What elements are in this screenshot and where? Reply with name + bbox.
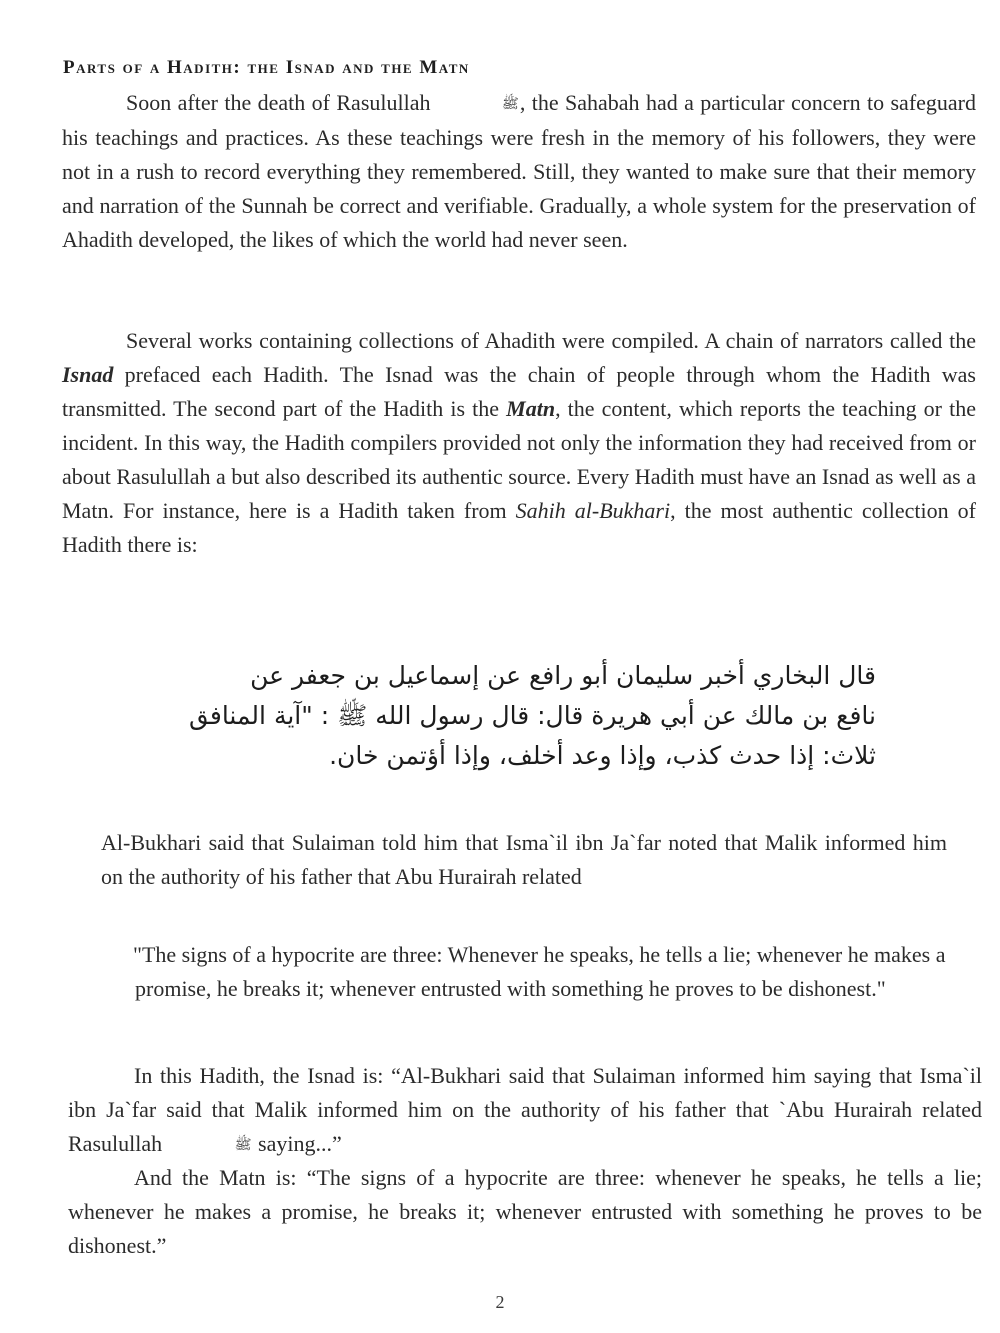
paragraph-matn-explained: And the Matn is: “The signs of a hypocrite are three: whenever he speaks, he tells a lie; whenever he makes a promise, he breaks it; whenever entrusted with something he proves to be dishonest.” <box>68 1165 982 1258</box>
source-title: Sahih al-Bukhari <box>515 498 671 523</box>
term-matn: Matn <box>506 396 556 421</box>
honorific-icon: ﷺ <box>501 96 519 112</box>
paragraph-intro-text-b: , the Sahabah had a particular concern to safeguard his teachings and practices. As these teachings were fresh in the memory of his followers, they were not in a rush to record everything they remembered. Still, they wanted to make sure that their memory and narration of the Sunnah be correct and verifiable. Gradually, a whole system for the preservation of Ahadith developed, the likes of which the world had never seen. <box>62 90 977 252</box>
paragraph-intro-text-a: Soon after the death of Rasulullah <box>126 90 431 115</box>
section-heading: Parts of a Hadith: the Isnad and the Matn <box>63 57 470 78</box>
paragraph-collections-text-3: , the content, which reports the teaching or the incident. In this way, the Hadith compilers provided not only the information they had received from or about Rasulullah a but also described its authentic source. Every Hadith must have an Isnad as well as a Matn. For instance, here is a Hadith taken from <box>62 396 976 523</box>
page-number: 2 <box>495 1292 505 1312</box>
paragraph-collections <box>62 324 976 562</box>
arabic-line: ثلاث: إذا حدث كذب، وإذا وعد أخلف، وإذا أؤتمن خان. <box>329 741 876 770</box>
paragraph-intro <box>62 86 976 257</box>
matn-translation-quote: "The signs of a hypocrite are three: Whenever he speaks, he tells a lie; whenever he makes a promise, he breaks it; whenever entrusted with something he proves to be dishonest." <box>133 942 946 1001</box>
arabic-hadith-text <box>128 656 876 776</box>
paragraph-isnad-text-b: saying...” <box>252 1131 342 1156</box>
paragraph-isnad-explained <box>68 1059 982 1162</box>
paragraph-collections-text-1: Several works containing collections of Ahadith were compiled. A chain of narrators called the <box>126 328 976 353</box>
arabic-line: قال البخاري أخبر سليمان أبو رافع عن إسماعيل بن جعفر عن <box>250 661 876 690</box>
honorific-icon: ﷺ <box>234 1137 252 1153</box>
paragraph-collections-text-4: , the most authentic collection of Hadith there is: <box>62 498 976 557</box>
paragraph-collections-text-2: prefaced each Hadith. The Isnad was the chain of people through whom the Hadith was transmitted. The second part of the Hadith is the <box>62 362 976 421</box>
arabic-line: نافع بن مالك عن أبي هريرة قال: قال رسول الله ﷺ : "آية المنافق <box>189 701 876 730</box>
term-isnad: Isnad <box>62 362 114 387</box>
isnad-translation: Al-Bukhari said that Sulaiman told him that Isma`il ibn Ja`far noted that Malik informed him on the authority of his father that Abu Hurairah related <box>101 830 947 889</box>
paragraph-isnad-text-a: In this Hadith, the Isnad is: “Al-Bukhari said that Sulaiman informed him saying that Isma`il ibn Ja`far said that Malik informed him on the authority of his father that `Abu Hurairah related Rasulullah <box>68 1063 982 1156</box>
